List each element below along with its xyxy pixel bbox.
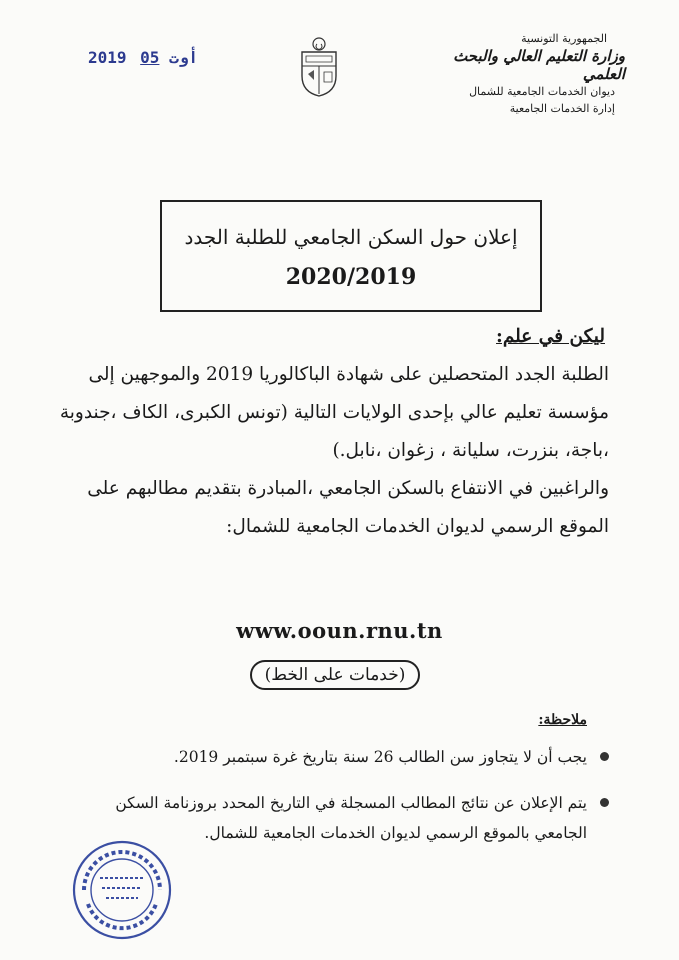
online-services-label: (خدمات على الخط) <box>250 660 420 690</box>
intro-heading: ليكن في علم: <box>496 326 605 347</box>
academic-year: 2020/2019 <box>285 264 417 290</box>
bullet-icon <box>600 798 609 807</box>
paragraph-application: والراغبين في الانتفاع بالسكن الجامعي ،المبادرة بتقديم مطالبهم على الموقع الرسمي لديوان الخدمات الجامعية للشمال: <box>87 478 609 537</box>
office-name: ديوان الخدمات الجامعية للشمال <box>469 85 615 98</box>
website-link[interactable]: www.ooun.rnu.tn <box>236 618 443 643</box>
announcement-title-box <box>160 200 542 312</box>
date-stamp-day: 05 <box>140 48 160 67</box>
republic-name: الجمهورية التونسية <box>521 32 607 45</box>
announcement-body <box>49 318 609 546</box>
paragraph-eligibility: الطلبة الجدد المتحصلين على شهادة الباكالوريا 2019 والموجهين إلى مؤسسة تعليم عالي بإحدى الولايات التالية (تونس الكبرى، الكاف ،جندوبة ،باجة، بنزرت، سليانة ، زغوان ،نابل.) <box>59 364 609 461</box>
note-text: يجب أن لا يتجاوز سن الطالب 26 سنة بتاريخ غرة سبتمبر 2019. <box>173 748 587 766</box>
coat-of-arms-icon <box>296 36 342 98</box>
note-item <box>73 742 613 772</box>
department-name: إدارة الخدمات الجامعية <box>509 102 615 115</box>
note-text: يتم الإعلان عن نتائج المطالب المسجلة في التاريخ المحدد بروزنامة السكن الجامعي بالموقع الرسمي لديوان الخدمات الجامعية للشمال. <box>115 794 587 842</box>
bullet-icon <box>600 752 609 761</box>
date-stamp-year: 2019 <box>88 48 127 67</box>
letterhead <box>437 30 637 117</box>
official-seal-icon <box>70 838 174 942</box>
ministry-name: وزارة التعليم العالي والبحث العلمي <box>453 47 625 83</box>
date-stamp <box>88 48 198 67</box>
notes-heading: ملاحظة: <box>538 712 587 728</box>
announcement-title: إعلان حول السكن الجامعي للطلبة الجدد <box>184 225 518 249</box>
date-stamp-month: أوت <box>169 48 198 67</box>
